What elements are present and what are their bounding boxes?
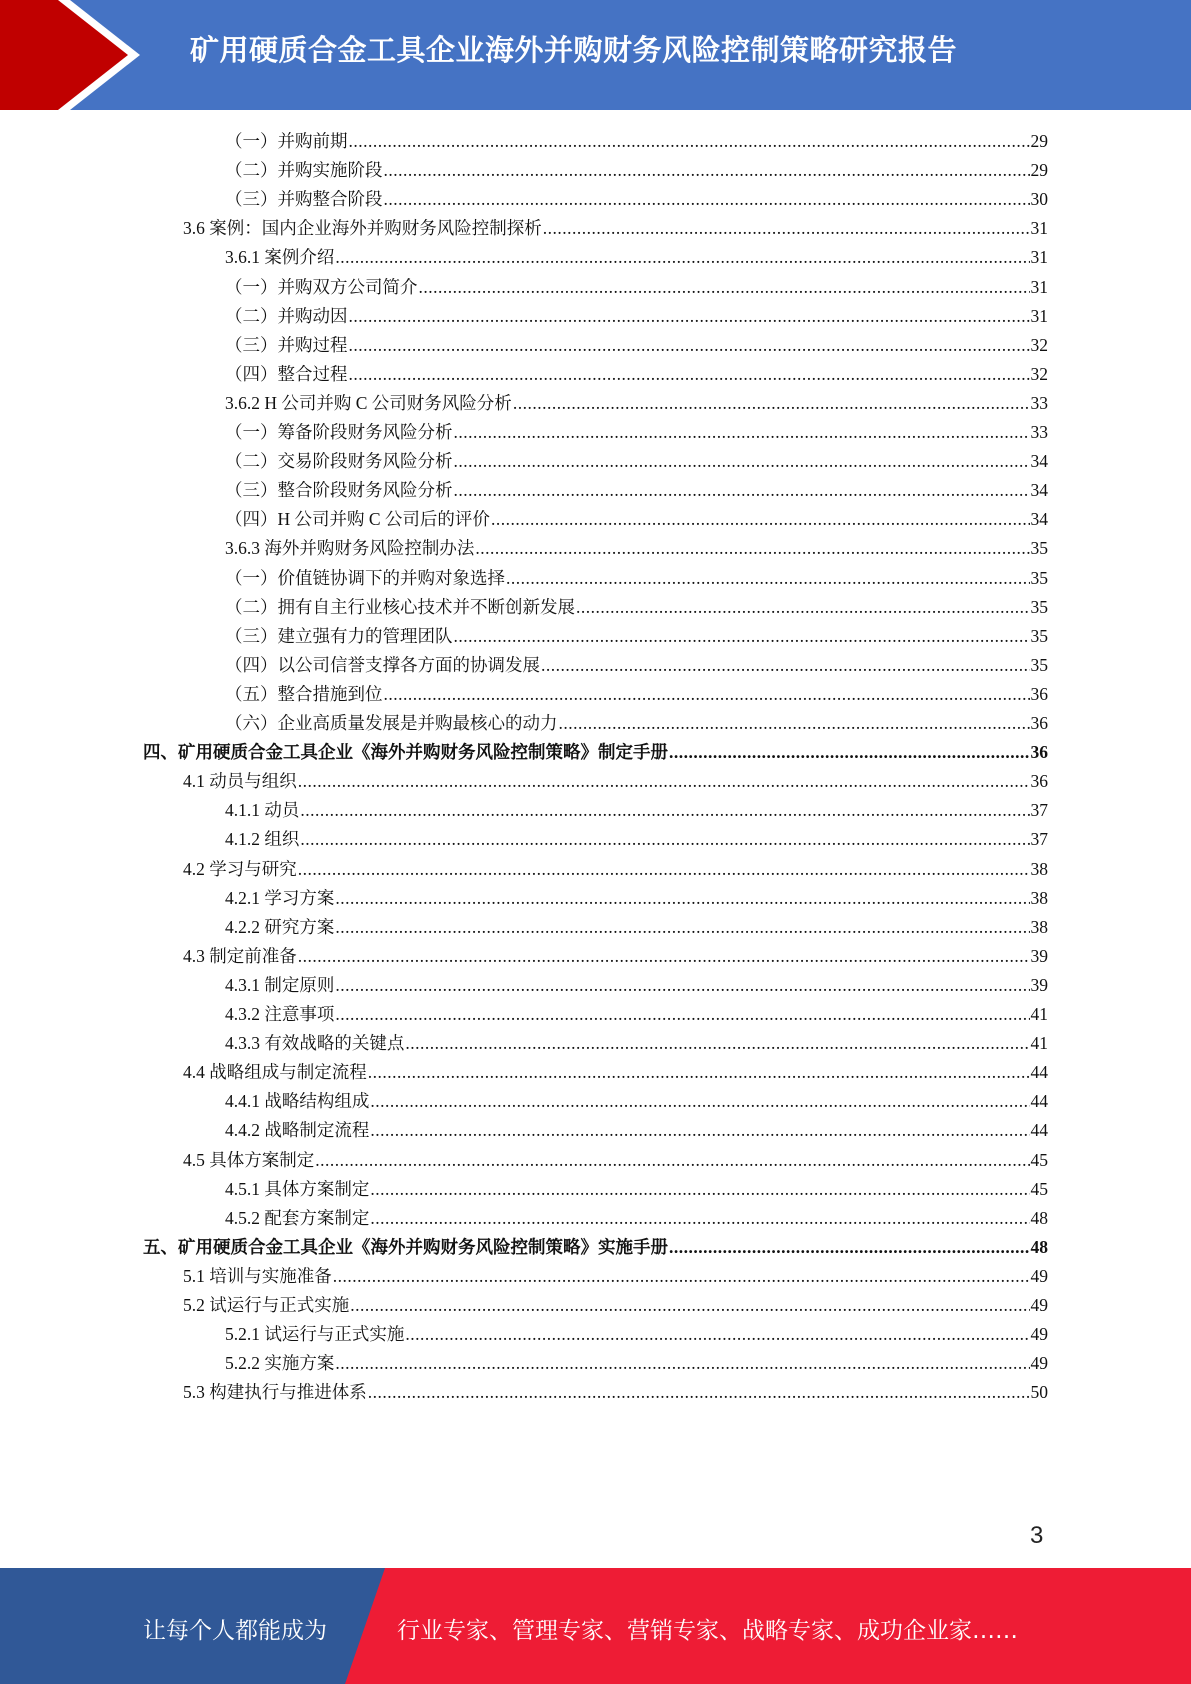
toc-entry-page: 32: [1030, 363, 1048, 384]
toc-entry[interactable]: [225, 1205, 1048, 1234]
toc-leader-dots: [349, 306, 1030, 327]
toc-entry-page: 36: [1030, 771, 1048, 792]
toc-entry-page: 34: [1030, 509, 1048, 530]
toc-entry[interactable]: [225, 274, 1048, 303]
toc-entry[interactable]: [183, 1292, 1048, 1321]
toc-entry-page: 36: [1030, 742, 1048, 763]
toc-entry-label: 4.4.2 战略制定流程: [225, 1120, 370, 1141]
toc-entry-label: 4.3.2 注意事项: [225, 1004, 335, 1024]
toc-entry[interactable]: [225, 128, 1048, 157]
toc-entry-page: 38: [1030, 858, 1048, 879]
toc-entry-label: 5.2.1 试运行与正式实施: [225, 1324, 405, 1345]
toc-entry-page: 49: [1030, 1324, 1048, 1345]
toc-leader-dots: [349, 335, 1030, 356]
toc-entry-label: 4.1.1 动员: [225, 800, 300, 821]
toc-leader-dots: [370, 1208, 1029, 1229]
toc-entry-label: （三）并购过程: [225, 334, 348, 355]
toc-entry-label: （二）并购动因: [225, 305, 348, 326]
toc-entry[interactable]: [183, 1379, 1048, 1408]
toc-entry[interactable]: [225, 535, 1048, 564]
toc-entry-label: （二）拥有自主行业核心技术并不断创新发展: [225, 596, 575, 617]
toc-leader-dots: [350, 1295, 1029, 1316]
toc-leader-dots: [370, 1179, 1029, 1200]
toc-entry-page: 37: [1030, 829, 1048, 850]
header-arrow-decoration: [0, 0, 200, 110]
toc-leader-dots: [333, 1266, 1030, 1287]
toc-entry[interactable]: [183, 856, 1048, 885]
toc-leader-dots: [454, 451, 1030, 472]
toc-leader-dots: [335, 1353, 1029, 1374]
toc-leader-dots: [298, 946, 1030, 967]
toc-leader-dots: [419, 277, 1030, 298]
toc-entry-page: 31: [1030, 305, 1048, 326]
toc-entry-page: 31: [1030, 247, 1048, 268]
toc-entry[interactable]: [225, 303, 1048, 332]
toc-entry[interactable]: [183, 1147, 1048, 1176]
toc-entry-label: （一）价值链协调下的并购对象选择: [225, 567, 505, 588]
toc-entry-page: 37: [1030, 800, 1048, 821]
toc-entry-page: 39: [1030, 945, 1048, 966]
toc-leader-dots: [541, 655, 1030, 676]
toc-leader-dots: [559, 713, 1030, 734]
toc-entry-label: 3.6.3 海外并购财务风险控制办法: [225, 538, 475, 559]
toc-entry-label: 3.6.2 H 公司并购 C 公司财务风险分析: [225, 392, 512, 413]
toc-leader-dots: [384, 189, 1030, 210]
toc-entry[interactable]: [225, 594, 1048, 623]
toc-entry-page: 39: [1030, 974, 1048, 995]
toc-entry-label: 4.2 学习与研究: [183, 858, 297, 879]
toc-entry[interactable]: [225, 477, 1048, 506]
toc-entry[interactable]: [225, 157, 1048, 186]
toc-leader-dots: [349, 364, 1030, 385]
footer-slogan-right: 行业专家、管理专家、营销专家、战略专家、成功企业家……: [397, 1618, 1018, 1644]
toc-leader-dots: [669, 1237, 1030, 1258]
report-title: 矿用硬质合金工具企业海外并购财务风险控制策略研究报告: [190, 33, 958, 67]
toc-entry[interactable]: [225, 1176, 1048, 1205]
toc-entry[interactable]: [225, 1321, 1048, 1350]
toc-leader-dots: [405, 1033, 1029, 1054]
header-banner: [0, 0, 1191, 110]
toc-entry[interactable]: [225, 826, 1048, 855]
toc-entry-label: （三）整合阶段财务风险分析: [225, 480, 453, 501]
toc-entry-label: （四）整合过程: [225, 363, 348, 384]
toc-entry-label: （三）建立强有力的管理团队: [225, 625, 453, 646]
toc-entry-page: 50: [1030, 1382, 1048, 1403]
toc-leader-dots: [335, 917, 1029, 938]
toc-entry-label: 5.2.2 实施方案: [225, 1353, 335, 1374]
toc-entry-page: 34: [1030, 451, 1048, 472]
toc-entry-page: 41: [1030, 1004, 1048, 1024]
toc-entry-page: 35: [1030, 625, 1048, 646]
toc-leader-dots: [300, 800, 1029, 821]
toc-leader-dots: [368, 1382, 1030, 1403]
toc-entry[interactable]: [225, 390, 1048, 419]
toc-entry[interactable]: [225, 885, 1048, 914]
toc-entry-page: 31: [1030, 276, 1048, 297]
toc-entry-page: 44: [1030, 1120, 1048, 1141]
toc-leader-dots: [543, 218, 1030, 239]
toc-entry-label: （一）并购双方公司简介: [225, 276, 418, 297]
toc-entry[interactable]: [143, 739, 1048, 768]
toc-entry[interactable]: [225, 448, 1048, 477]
toc-entry[interactable]: [183, 1263, 1048, 1292]
toc-entry-label: 四、矿用硬质合金工具企业《海外并购财务风险控制策略》制定手册: [143, 742, 668, 763]
toc-leader-dots: [368, 1062, 1030, 1083]
toc-entry-label: （四）H 公司并购 C 公司后的评价: [225, 509, 490, 530]
toc-leader-dots: [335, 247, 1029, 268]
toc-leader-dots: [298, 771, 1030, 792]
toc-entry-page: 29: [1030, 131, 1048, 151]
toc-entry-label: 4.4 战略组成与制定流程: [183, 1062, 367, 1083]
toc-leader-dots: [370, 1091, 1029, 1112]
toc-entry-page: 36: [1030, 683, 1048, 704]
toc-entry-label: （三）并购整合阶段: [225, 189, 383, 210]
toc-entry-label: 4.2.1 学习方案: [225, 887, 335, 908]
toc-entry[interactable]: [225, 681, 1048, 710]
toc-entry[interactable]: [225, 1030, 1048, 1059]
toc-entry-page: 33: [1030, 422, 1048, 442]
toc-entry-page: 33: [1030, 392, 1048, 413]
toc-entry-label: 5.1 培训与实施准备: [183, 1265, 332, 1286]
toc-entry-page: 49: [1030, 1265, 1048, 1286]
toc-entry-label: 4.5.1 具体方案制定: [225, 1178, 370, 1199]
toc-entry-label: （四）以公司信誉支撑各方面的协调发展: [225, 654, 540, 675]
toc-entry[interactable]: [225, 1117, 1048, 1146]
toc-entry[interactable]: [183, 215, 1048, 244]
toc-leader-dots: [506, 568, 1030, 589]
toc-entry-label: 五、矿用硬质合金工具企业《海外并购财务风险控制策略》实施手册: [143, 1236, 668, 1257]
toc-entry-label: 4.1.2 组织: [225, 829, 300, 850]
toc-entry[interactable]: [225, 797, 1048, 826]
toc-entry-label: 4.3.1 制定原则: [225, 974, 335, 995]
toc-entry[interactable]: [225, 419, 1048, 448]
toc-entry-label: （五）整合措施到位: [225, 683, 383, 704]
toc-leader-dots: [349, 131, 1030, 152]
toc-leader-dots: [454, 480, 1030, 501]
toc-leader-dots: [298, 859, 1030, 880]
toc-entry-page: 36: [1030, 713, 1048, 733]
toc-leader-dots: [300, 829, 1029, 850]
toc-entry-page: 35: [1030, 567, 1048, 588]
toc-entry-page: 34: [1030, 480, 1048, 501]
toc-entry[interactable]: [225, 972, 1048, 1001]
toc-entry-page: 45: [1030, 1178, 1048, 1199]
toc-entry-page: 35: [1030, 654, 1048, 675]
toc-entry-page: 44: [1030, 1091, 1048, 1112]
toc-entry-label: 4.5 具体方案制定: [183, 1149, 315, 1170]
toc-entry[interactable]: [225, 332, 1048, 361]
toc-entry-label: 4.2.2 研究方案: [225, 916, 335, 937]
toc-entry-page: 29: [1030, 160, 1048, 181]
toc-entry-page: 35: [1030, 596, 1048, 617]
toc-entry[interactable]: [183, 768, 1048, 797]
toc-entry-label: （一）并购前期: [225, 131, 348, 151]
toc-entry-label: 4.1 动员与组织: [183, 771, 297, 792]
toc-entry-label: 5.3 构建执行与推进体系: [183, 1382, 367, 1403]
toc-leader-dots: [491, 509, 1030, 530]
toc-entry-label: 3.6.1 案例介绍: [225, 247, 335, 268]
toc-entry-page: 38: [1030, 887, 1048, 908]
toc-entry-page: 31: [1030, 218, 1048, 239]
toc-entry[interactable]: [183, 1059, 1048, 1088]
toc-entry[interactable]: [225, 710, 1048, 739]
toc-entry-page: 32: [1030, 334, 1048, 355]
toc-entry[interactable]: [225, 565, 1048, 594]
toc-leader-dots: [370, 1120, 1029, 1141]
toc-entry[interactable]: [225, 914, 1048, 943]
toc-entry-page: 35: [1030, 538, 1048, 559]
toc-leader-dots: [513, 393, 1030, 414]
toc-leader-dots: [669, 742, 1030, 763]
toc-entry-page: 44: [1030, 1062, 1048, 1083]
toc-entry-page: 49: [1030, 1295, 1048, 1315]
page-number: 3: [1030, 1522, 1044, 1549]
toc-leader-dots: [405, 1324, 1029, 1345]
toc-entry-label: （二）交易阶段财务风险分析: [225, 451, 453, 472]
toc-entry-page: 45: [1030, 1149, 1048, 1170]
toc-entry-page: 38: [1030, 916, 1048, 937]
toc-entry-page: 30: [1030, 189, 1048, 210]
toc-entry-label: 4.3.3 有效战略的关键点: [225, 1033, 405, 1054]
toc-entry-label: （一）筹备阶段财务风险分析: [225, 422, 453, 442]
toc-entry-label: 3.6 案例：国内企业海外并购财务风险控制探析: [183, 218, 542, 239]
toc-entry-page: 49: [1030, 1353, 1048, 1374]
toc-entry-label: 4.3 制定前准备: [183, 945, 297, 966]
toc-entry[interactable]: [225, 506, 1048, 535]
toc-leader-dots: [335, 1004, 1029, 1025]
toc-entry-page: 41: [1030, 1033, 1048, 1054]
toc-entry[interactable]: [143, 1234, 1048, 1263]
toc-entry[interactable]: [183, 943, 1048, 972]
toc-entry-label: （六）企业高质量发展是并购最核心的动力: [225, 713, 558, 733]
toc-leader-dots: [384, 684, 1030, 705]
toc-leader-dots: [454, 422, 1030, 443]
toc-leader-dots: [454, 626, 1030, 647]
toc-leader-dots: [384, 160, 1030, 181]
toc-entry-page: 48: [1030, 1236, 1048, 1257]
toc-entry-label: （二）并购实施阶段: [225, 160, 383, 181]
toc-entry-label: 4.4.1 战略结构组成: [225, 1091, 370, 1112]
toc-leader-dots: [335, 975, 1029, 996]
toc-leader-dots: [315, 1150, 1029, 1171]
toc-entry-label: 4.5.2 配套方案制定: [225, 1207, 370, 1228]
toc-entry[interactable]: [225, 244, 1048, 273]
footer-slogan-left: 让每个人都能成为: [143, 1618, 327, 1644]
toc-entry[interactable]: [225, 186, 1048, 215]
footer-banner: [0, 1568, 1191, 1684]
toc-entry[interactable]: [225, 1001, 1048, 1030]
toc-entry[interactable]: [225, 1088, 1048, 1117]
toc-leader-dots: [576, 597, 1030, 618]
toc-leader-dots: [335, 888, 1029, 909]
toc-entry[interactable]: [225, 1350, 1048, 1379]
toc-entry-label: 5.2 试运行与正式实施: [183, 1295, 350, 1315]
toc-leader-dots: [475, 538, 1029, 559]
toc-entry[interactable]: [225, 361, 1048, 390]
toc-entry[interactable]: [225, 652, 1048, 681]
toc-entry-page: 48: [1030, 1207, 1048, 1228]
toc-entry[interactable]: [225, 623, 1048, 652]
